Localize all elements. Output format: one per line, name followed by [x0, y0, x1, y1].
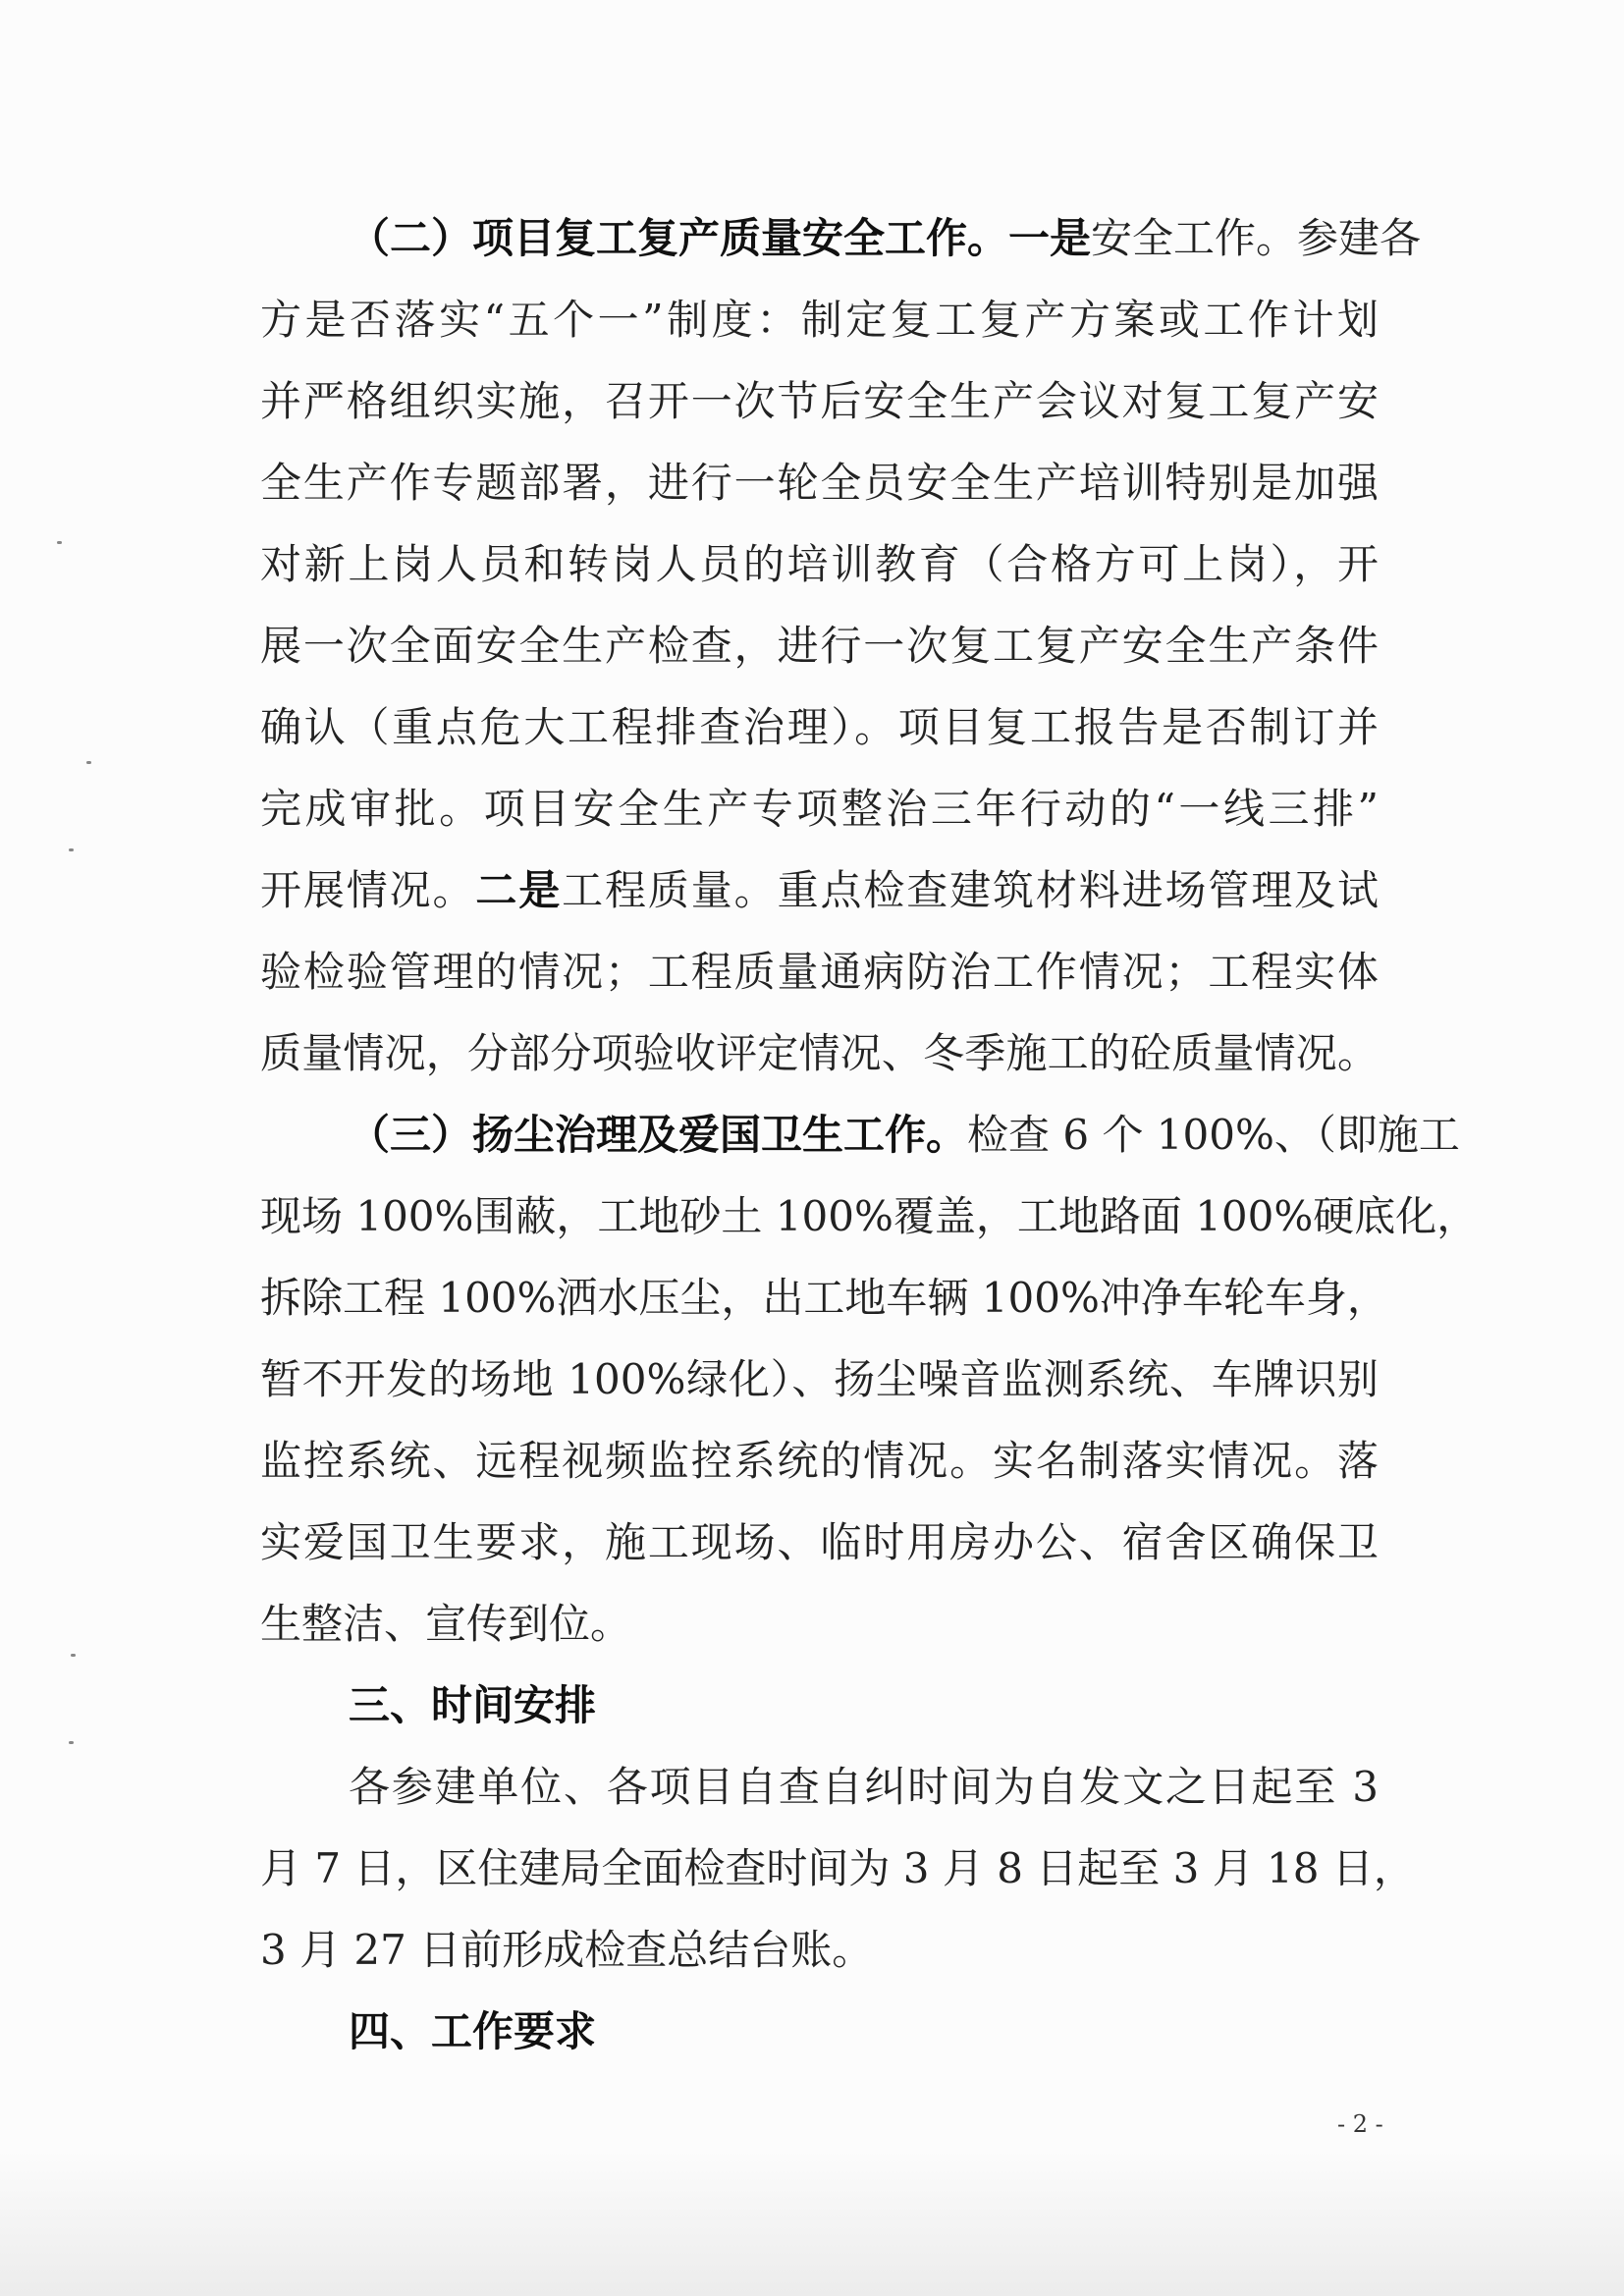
line-text: 3 月 27 日前形成检查总结台账。 — [260, 1926, 874, 1974]
scan-shadow — [0, 2149, 1624, 2296]
page-number: - 2 - — [1337, 2110, 1383, 2138]
text-line — [260, 1339, 1379, 1420]
line-text: 质量情况，分部分项验收评定情况、冬季施工的砼质量情况。 — [260, 1029, 1379, 1077]
line-text: 安全工作。参建各 — [1091, 214, 1422, 262]
line-text: 确认（重点危大工程排查治理）。项目复工报告是否制订并 — [260, 703, 1379, 751]
section-heading-inline: （三）扬尘治理及爱国卫生工作。 — [349, 1111, 968, 1159]
text-line — [260, 1257, 1388, 1339]
text-line — [260, 1012, 1379, 1094]
line-text: 监控系统、远程视频监控系统的情况。实名制落实情况。落 — [260, 1437, 1379, 1485]
text-line — [260, 931, 1379, 1012]
scan-speck — [69, 1741, 74, 1744]
text-line — [260, 686, 1379, 768]
line-text: 对新上岗人员和转岗人员的培训教育（合格方可上岗），开 — [260, 540, 1379, 588]
section-heading-inline: （二）项目复工复产质量安全工作。 — [349, 214, 1009, 262]
section-heading: 三、时间安排 — [349, 1681, 597, 1729]
text-line — [260, 442, 1379, 523]
line-text: 暂不开发的场地 100%绿化）、扬尘噪音监测系统、车牌识别 — [260, 1355, 1379, 1403]
document-body — [260, 197, 1479, 2072]
line-text: 验检验管理的情况；工程质量通病防治工作情况；工程实体 — [260, 948, 1379, 996]
line-text: 工程质量。重点检查建筑材料进场管理及试 — [562, 866, 1379, 914]
item-lead: 二是 — [475, 866, 563, 914]
text-line — [260, 1420, 1379, 1502]
text-line — [260, 1502, 1379, 1583]
line-text: 展一次全面安全生产检查，进行一次复工复产安全生产条件 — [260, 622, 1379, 670]
line-text: 开展情况。 — [260, 866, 476, 914]
text-line — [260, 1175, 1479, 1257]
scan-speck — [86, 761, 91, 764]
text-line — [260, 768, 1379, 849]
text-line — [260, 605, 1379, 686]
text-line — [260, 197, 1422, 279]
line-text: 拆除工程 100%洒水压尘，出工地车辆 100%冲净车轮车身， — [260, 1274, 1388, 1322]
scan-speck — [71, 1654, 76, 1657]
text-line — [260, 523, 1379, 605]
text-line — [260, 1583, 1379, 1665]
line-text: 实爱国卫生要求，施工现场、临时用房办公、宿舍区确保卫 — [260, 1518, 1379, 1566]
item-lead: 一是 — [1008, 214, 1092, 262]
scan-speck — [69, 848, 74, 851]
line-text: 检查 6 个 100%、（即施工 — [967, 1111, 1460, 1159]
line-text: 完成审批。项目安全生产专项整治三年行动的“一线三排” — [260, 785, 1379, 833]
text-line — [260, 1094, 1460, 1175]
line-text: 各参建单位、各项目自查自纠时间为自发文之日起至 3 — [349, 1763, 1379, 1811]
line-text: 现场 100%围蔽，工地砂土 100%覆盖，工地路面 100%硬底化， — [260, 1192, 1479, 1240]
section-heading: 四、工作要求 — [349, 2007, 597, 2055]
text-line — [260, 1746, 1379, 1828]
line-text: 方是否落实“五个一”制度：制定复工复产方案或工作计划 — [260, 296, 1379, 344]
text-line — [260, 279, 1379, 360]
line-text: 生整洁、宣传到位。 — [260, 1600, 632, 1648]
scan-speck — [57, 541, 62, 544]
line-text: 全生产作专题部署，进行一轮全员安全生产培训特别是加强 — [260, 459, 1379, 507]
text-line — [260, 1909, 1379, 1991]
text-line — [260, 1828, 1415, 1909]
line-text: 并严格组织实施，召开一次节后安全生产会议对复工复产安 — [260, 377, 1379, 425]
text-line — [260, 360, 1379, 442]
text-line — [260, 849, 1379, 931]
line-text: 月 7 日，区住建局全面检查时间为 3 月 8 日起至 3 月 18 日， — [260, 1844, 1415, 1892]
